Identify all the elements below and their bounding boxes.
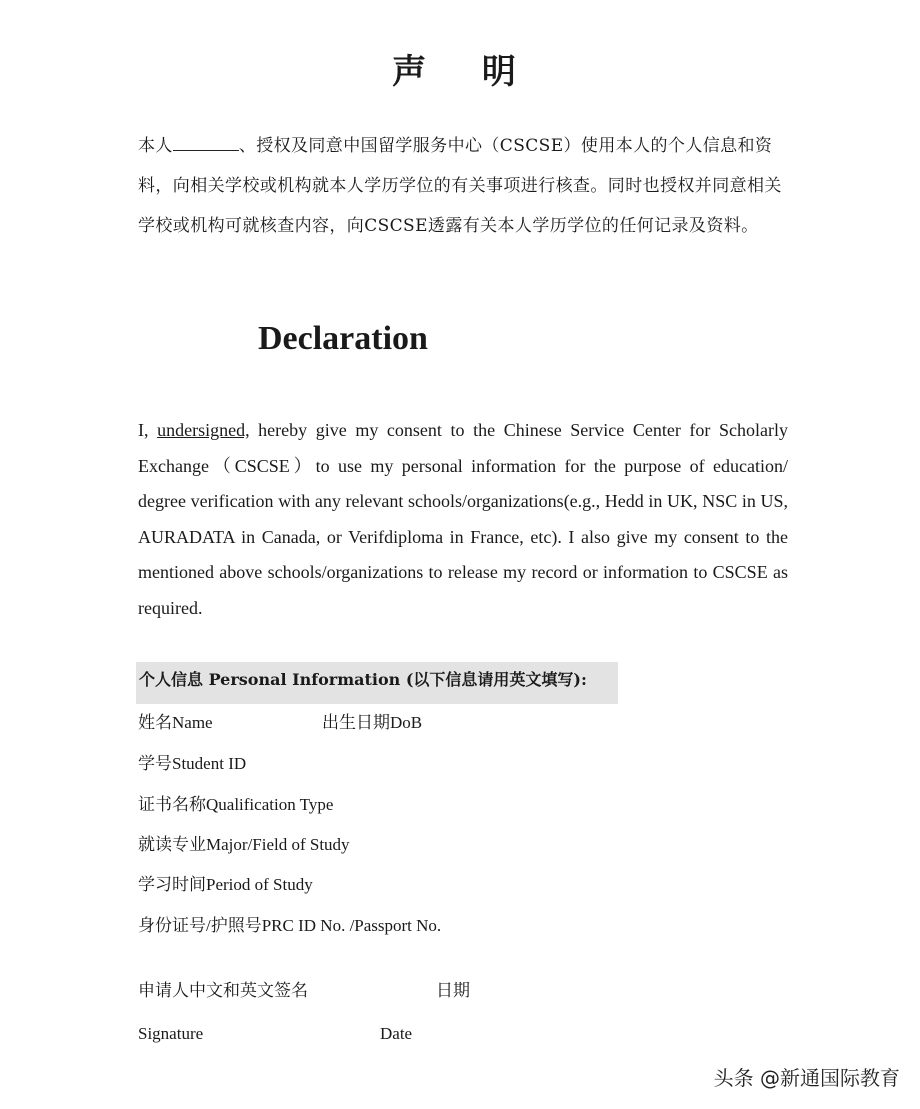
signature-cn-label: 申请人中文和英文签名 [138, 981, 308, 1000]
chinese-para-start: 本人 [138, 136, 173, 156]
name-label: 姓名Name [138, 713, 213, 732]
english-para-start: I, [138, 420, 158, 440]
undersigned-text: undersigned, [157, 420, 250, 440]
chinese-title: 声 明 [392, 52, 538, 92]
date-cn-label: 日期 [436, 981, 470, 1000]
english-title: Declaration [258, 320, 428, 357]
signature-en-label: Signature [138, 1024, 204, 1043]
major-label: 就读专业Major/Field of Study [138, 835, 350, 854]
english-para-rest: hereby give my consent to the Chinese Service Center for Scholarly Exchange（CSCSE）to use my personal information for the purpose of education/ degree verification with any relevant schools/organizations(e.g., Hedd in UK, NSC in US, AURADATA in Canada, or Verifdiploma in France, etc). I also give my consent to the mentioned above schools/organizations to release my record or information to CSCSE as required. [138, 420, 788, 618]
qualification-type-label: 证书名称Qualification Type [138, 795, 334, 814]
student-id-label: 学号Student ID [138, 754, 247, 773]
chinese-para-rest: 、授权及同意中国留学服务中心（CSCSE）使用本人的个人信息和资料，向相关学校或机构就本人学历学位的有关事项进行核查。同时也授权并同意相关学校或机构可就核查内容，向CSCSE透露有关本人学历学位的任何记录及资料。 [138, 136, 782, 236]
dob-label: 出生日期DoB [322, 713, 423, 732]
chinese-declaration-paragraph [138, 126, 788, 246]
date-en-label: Date [380, 1024, 413, 1043]
watermark: 头条 @新通国际教育 [713, 1066, 900, 1090]
id-passport-label: 身份证号/护照号PRC ID No. /Passport No. [138, 916, 442, 935]
personal-info-header: 个人信息 Personal Information (以下信息请用英文填写): [136, 662, 618, 704]
period-of-study-label: 学习时间Period of Study [138, 875, 313, 894]
name-blank-line [173, 136, 239, 151]
english-declaration-paragraph [138, 413, 788, 626]
